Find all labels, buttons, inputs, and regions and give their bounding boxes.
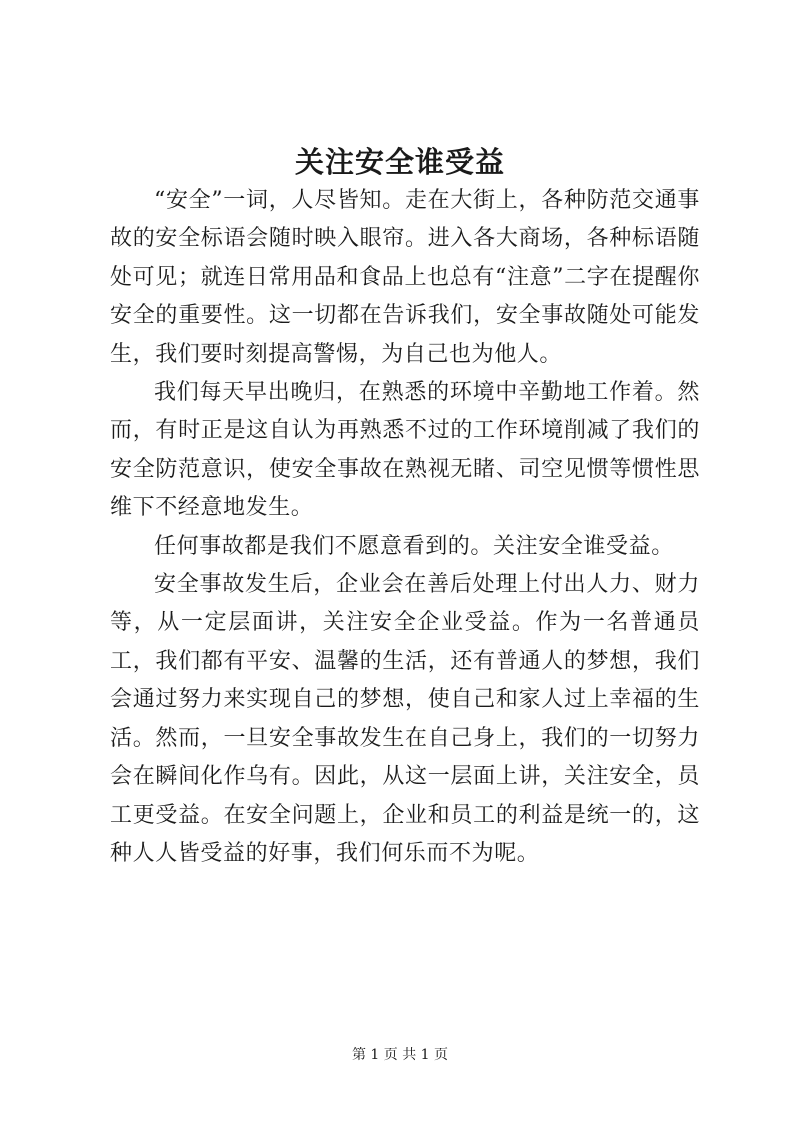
paragraph-3: 任何事故都是我们不愿意看到的。关注安全谁受益。 bbox=[154, 533, 674, 559]
paragraph-4: 安全事故发生后，企业会在善后处理上付出人力、财力等，从一定层面讲，关注安全企业受益。作为一名普通员工，我们都有平安、温馨的生活，还有普通人的梦想，我们会通过努力来实现自己的梦想，使自己和家人过上幸福的生活。然而，一旦安全事故发生在自己身上，我们的一切努力会在瞬间化作乌有。因此，从这一层面上讲，关注安全，员工更受益。在安全问题上，企业和员工的利益是统一的，这种人人皆受益的好事，我们何乐而不为呢。 bbox=[110, 572, 700, 866]
document-title: 关注安全谁受益 bbox=[294, 145, 505, 179]
document-body bbox=[110, 182, 700, 873]
paragraph-2: 我们每天早出晚归，在熟悉的环境中辛勤地工作着。然而，有时正是这自认为再熟悉不过的工作环境削减了我们的安全防范意识，使安全事故在熟视无睹、司空见惯等惯性思维下不经意地发生。 bbox=[110, 380, 700, 521]
paragraph-1: “安全”一词，人尽皆知。走在大街上，各种防范交通事故的安全标语会随时映入眼帘。进入各大商场，各种标语随处可见；就连日常用品和食品上也总有“注意”二字在提醒你安全的重要性。这一切都在告诉我们，安全事故随处可能发生，我们要时刻提高警惕，为自己也为他人。 bbox=[110, 188, 700, 367]
page-footer: 第 1 页 共 1 页 bbox=[351, 1047, 449, 1063]
